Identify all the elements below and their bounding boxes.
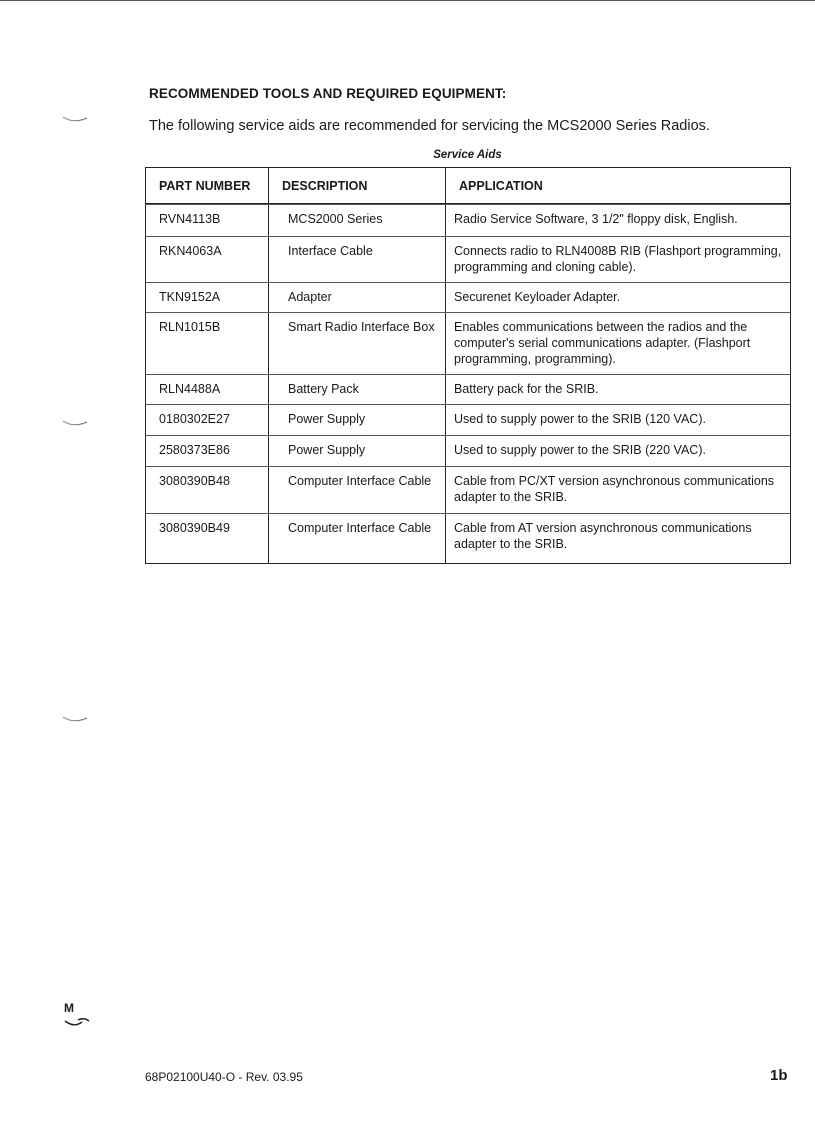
binding-hole-mark [62,114,88,124]
part-number-cell: RKN4063A [146,237,269,283]
table-caption: Service Aids [433,149,502,161]
column-header-part-number: PART NUMBER [146,168,269,204]
part-number-cell: RLN4488A [146,375,269,405]
margin-scan-mark [64,1018,90,1028]
column-header-description: DESCRIPTION [269,168,446,204]
margin-scan-artifact: M [64,1001,74,1015]
application-cell: Connects radio to RLN4008B RIB (Flashport programming, programming and cloning cable). [446,237,791,283]
part-number-cell: 3080390B48 [146,467,269,514]
footer-page-number: 1b [770,1067,788,1084]
part-number-cell: RVN4113B [146,205,269,237]
table-row [146,313,791,375]
part-number-cell: RLN1015B [146,313,269,375]
footer-document-number: 68P02100U40-O - Rev. 03.95 [145,1070,303,1084]
part-number-cell: 0180302E27 [146,405,269,436]
table-row [146,283,791,313]
intro-paragraph: The following service aids are recommended for servicing the MCS2000 Series Radios. [149,118,710,134]
table-row [146,237,791,283]
table-row [146,436,791,467]
table-header-row [146,168,791,204]
description-cell: Power Supply [269,405,446,436]
description-cell: MCS2000 Series [269,205,446,237]
description-cell: Smart Radio Interface Box [269,313,446,375]
table-row [146,375,791,405]
top-rule [0,0,815,1]
table-row [146,205,791,237]
part-number-cell: 2580373E86 [146,436,269,467]
table-row [146,514,791,564]
application-cell: Battery pack for the SRIB. [446,375,791,405]
application-cell: Used to supply power to the SRIB (120 VAC). [446,405,791,436]
application-cell: Cable from AT version asynchronous communications adapter to the SRIB. [454,521,752,551]
description-cell: Computer Interface Cable [269,514,446,564]
description-cell: Power Supply [269,436,446,467]
service-aids-table [145,167,791,564]
section-heading: RECOMMENDED TOOLS AND REQUIRED EQUIPMENT: [149,86,507,101]
application-cell: Cable from PC/XT version asynchronous communications adapter to the SRIB. [446,467,791,514]
description-cell: Adapter [269,283,446,313]
description-cell: Battery Pack [269,375,446,405]
part-number-cell: TKN9152A [146,283,269,313]
column-header-application: APPLICATION [446,168,791,204]
table-row [146,467,791,514]
binding-hole-mark [62,714,88,724]
application-cell: Securenet Keyloader Adapter. [446,283,791,313]
application-cell: Enables communications between the radios and the computer's serial communications adapter. (Flashport programming, programming). [446,313,791,375]
application-cell: Radio Service Software, 3 1/2" floppy disk, English. [446,205,791,237]
part-number-cell: 3080390B49 [146,514,269,564]
application-cell: Used to supply power to the SRIB (220 VAC). [446,436,791,467]
description-cell: Computer Interface Cable [269,467,446,514]
binding-hole-mark [62,418,88,428]
description-cell: Interface Cable [269,237,446,283]
table-row [146,405,791,436]
